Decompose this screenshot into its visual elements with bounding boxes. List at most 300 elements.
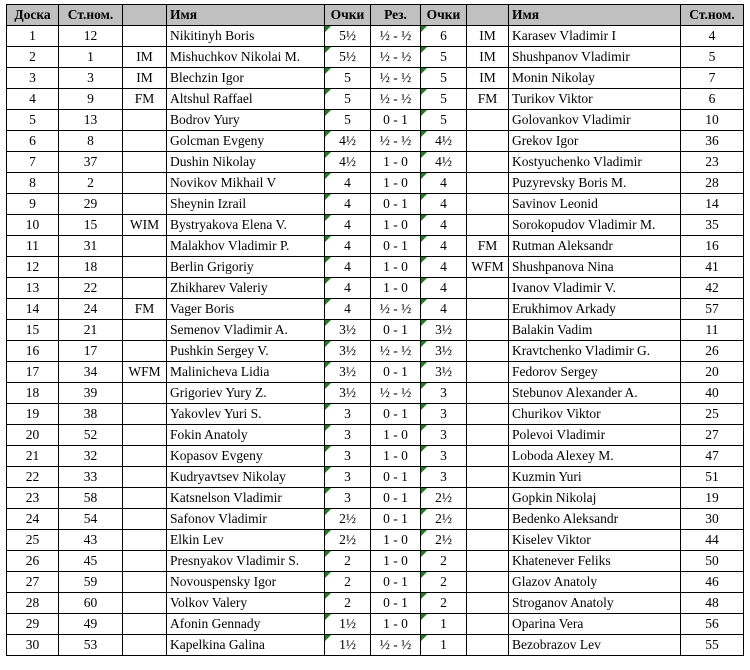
black-points: 6 <box>421 26 467 47</box>
game-result: 0 - 1 <box>371 593 421 614</box>
table-row <box>7 131 744 152</box>
white-player-name: Nikitinyh Boris <box>167 26 325 47</box>
black-points: 3½ <box>421 362 467 383</box>
pairings-table-container <box>6 4 744 656</box>
game-result: 1 - 0 <box>371 530 421 551</box>
game-result: 0 - 1 <box>371 572 421 593</box>
black-start-number: 25 <box>681 404 744 425</box>
black-player-name: Savinov Leonid <box>509 194 681 215</box>
board-number: 25 <box>7 530 59 551</box>
black-player-name: Monin Nikolay <box>509 68 681 89</box>
white-title <box>123 173 167 194</box>
white-player-name: Novikov Mikhail V <box>167 173 325 194</box>
white-points: 3 <box>325 467 371 488</box>
black-title: IM <box>467 68 509 89</box>
black-player-name: Shushpanov Vladimir <box>509 47 681 68</box>
white-title <box>123 278 167 299</box>
black-title <box>467 467 509 488</box>
white-points: 2½ <box>325 530 371 551</box>
game-result: ½ - ½ <box>371 131 421 152</box>
white-title <box>123 383 167 404</box>
black-points: 2 <box>421 593 467 614</box>
white-start-number: 60 <box>59 593 123 614</box>
game-result: 1 - 0 <box>371 152 421 173</box>
black-points: 4 <box>421 173 467 194</box>
white-player-name: Afonin Gennady <box>167 614 325 635</box>
white-title <box>123 320 167 341</box>
white-title <box>123 572 167 593</box>
white-start-number: 39 <box>59 383 123 404</box>
white-title <box>123 614 167 635</box>
white-points: 4½ <box>325 131 371 152</box>
black-start-number: 20 <box>681 362 744 383</box>
black-start-number: 48 <box>681 593 744 614</box>
white-points: 2 <box>325 593 371 614</box>
black-points: 3½ <box>421 341 467 362</box>
black-player-name: Rutman Aleksandr <box>509 236 681 257</box>
board-number: 22 <box>7 467 59 488</box>
black-start-number: 50 <box>681 551 744 572</box>
table-row <box>7 467 744 488</box>
board-number: 30 <box>7 635 59 656</box>
white-title <box>123 26 167 47</box>
white-player-name: Novouspensky Igor <box>167 572 325 593</box>
black-start-number: 28 <box>681 173 744 194</box>
white-points: 5 <box>325 89 371 110</box>
white-points: 3 <box>325 404 371 425</box>
black-points: 1 <box>421 614 467 635</box>
board-number: 9 <box>7 194 59 215</box>
black-title <box>467 131 509 152</box>
black-start-number: 5 <box>681 47 744 68</box>
white-player-name: Berlin Grigoriy <box>167 257 325 278</box>
black-start-number: 56 <box>681 614 744 635</box>
black-player-name: Golovankov Vladimir <box>509 110 681 131</box>
table-row <box>7 110 744 131</box>
black-player-name: Grekov Igor <box>509 131 681 152</box>
board-number: 15 <box>7 320 59 341</box>
white-title <box>123 152 167 173</box>
black-player-name: Churikov Viktor <box>509 404 681 425</box>
board-number: 13 <box>7 278 59 299</box>
black-points: 4 <box>421 236 467 257</box>
game-result: 1 - 0 <box>371 173 421 194</box>
board-number: 21 <box>7 446 59 467</box>
table-row <box>7 173 744 194</box>
game-result: 1 - 0 <box>371 278 421 299</box>
board-number: 10 <box>7 215 59 236</box>
white-points: 1½ <box>325 635 371 656</box>
game-result: 1 - 0 <box>371 425 421 446</box>
white-title <box>123 530 167 551</box>
black-title <box>467 488 509 509</box>
white-points: 3 <box>325 488 371 509</box>
board-number: 5 <box>7 110 59 131</box>
table-row <box>7 551 744 572</box>
black-title <box>467 110 509 131</box>
white-start-number: 34 <box>59 362 123 383</box>
game-result: ½ - ½ <box>371 68 421 89</box>
white-start-number: 33 <box>59 467 123 488</box>
white-title <box>123 635 167 656</box>
white-player-name: Dushin Nikolay <box>167 152 325 173</box>
black-player-name: Turikov Viktor <box>509 89 681 110</box>
white-start-number: 32 <box>59 446 123 467</box>
game-result: ½ - ½ <box>371 341 421 362</box>
white-start-number: 53 <box>59 635 123 656</box>
white-player-name: Grigoriev Yury Z. <box>167 383 325 404</box>
board-number: 3 <box>7 68 59 89</box>
black-title <box>467 362 509 383</box>
game-result: 0 - 1 <box>371 362 421 383</box>
white-start-number: 59 <box>59 572 123 593</box>
header-white-title <box>123 5 167 26</box>
board-number: 4 <box>7 89 59 110</box>
black-points: 2½ <box>421 488 467 509</box>
white-title <box>123 551 167 572</box>
table-row <box>7 194 744 215</box>
black-player-name: Shushpanova Nina <box>509 257 681 278</box>
table-row <box>7 89 744 110</box>
header-black-start-number: Ст.ном. <box>681 5 744 26</box>
black-title <box>467 446 509 467</box>
black-title <box>467 404 509 425</box>
header-black-points: Очки <box>421 5 467 26</box>
black-points: 3 <box>421 446 467 467</box>
black-player-name: Balakin Vadim <box>509 320 681 341</box>
black-start-number: 11 <box>681 320 744 341</box>
black-start-number: 51 <box>681 467 744 488</box>
game-result: 0 - 1 <box>371 194 421 215</box>
black-points: 2½ <box>421 530 467 551</box>
black-player-name: Kravtchenko Vladimir G. <box>509 341 681 362</box>
black-points: 4 <box>421 299 467 320</box>
black-start-number: 19 <box>681 488 744 509</box>
white-start-number: 43 <box>59 530 123 551</box>
board-number: 18 <box>7 383 59 404</box>
board-number: 14 <box>7 299 59 320</box>
game-result: ½ - ½ <box>371 299 421 320</box>
white-points: 4½ <box>325 152 371 173</box>
black-start-number: 57 <box>681 299 744 320</box>
white-points: 4 <box>325 257 371 278</box>
header-white-name: Имя <box>167 5 325 26</box>
black-start-number: 44 <box>681 530 744 551</box>
white-points: 5 <box>325 68 371 89</box>
black-points: 5 <box>421 110 467 131</box>
black-start-number: 23 <box>681 152 744 173</box>
white-player-name: Kopasov Evgeny <box>167 446 325 467</box>
white-start-number: 15 <box>59 215 123 236</box>
game-result: 1 - 0 <box>371 551 421 572</box>
black-title <box>467 173 509 194</box>
board-number: 20 <box>7 425 59 446</box>
game-result: 1 - 0 <box>371 215 421 236</box>
white-start-number: 29 <box>59 194 123 215</box>
header-board: Доска <box>7 5 59 26</box>
table-row <box>7 635 744 656</box>
board-number: 29 <box>7 614 59 635</box>
table-row <box>7 68 744 89</box>
black-points: 4 <box>421 194 467 215</box>
black-title: IM <box>467 47 509 68</box>
white-title <box>123 404 167 425</box>
black-start-number: 26 <box>681 341 744 362</box>
table-row <box>7 47 744 68</box>
white-title <box>123 236 167 257</box>
white-points: 3½ <box>325 383 371 404</box>
black-title <box>467 320 509 341</box>
board-number: 12 <box>7 257 59 278</box>
black-start-number: 46 <box>681 572 744 593</box>
white-player-name: Blechzin Igor <box>167 68 325 89</box>
white-start-number: 18 <box>59 257 123 278</box>
board-number: 26 <box>7 551 59 572</box>
board-number: 7 <box>7 152 59 173</box>
board-number: 28 <box>7 593 59 614</box>
white-points: 2½ <box>325 509 371 530</box>
white-title: WFM <box>123 362 167 383</box>
white-player-name: Pushkin Sergey V. <box>167 341 325 362</box>
board-number: 24 <box>7 509 59 530</box>
table-row <box>7 299 744 320</box>
white-points: 5½ <box>325 26 371 47</box>
white-start-number: 38 <box>59 404 123 425</box>
white-points: 5½ <box>325 47 371 68</box>
black-title <box>467 551 509 572</box>
white-start-number: 17 <box>59 341 123 362</box>
white-start-number: 24 <box>59 299 123 320</box>
table-row <box>7 278 744 299</box>
white-points: 4 <box>325 299 371 320</box>
white-title <box>123 593 167 614</box>
white-points: 4 <box>325 236 371 257</box>
black-start-number: 7 <box>681 68 744 89</box>
table-row <box>7 236 744 257</box>
white-title <box>123 341 167 362</box>
white-title <box>123 509 167 530</box>
white-title <box>123 488 167 509</box>
black-start-number: 42 <box>681 278 744 299</box>
white-title <box>123 131 167 152</box>
white-player-name: Golcman Evgeny <box>167 131 325 152</box>
black-title: IM <box>467 26 509 47</box>
white-player-name: Altshul Raffael <box>167 89 325 110</box>
black-player-name: Bedenko Aleksandr <box>509 509 681 530</box>
white-player-name: Presnyakov Vladimir S. <box>167 551 325 572</box>
game-result: 0 - 1 <box>371 509 421 530</box>
black-points: 4 <box>421 278 467 299</box>
white-start-number: 54 <box>59 509 123 530</box>
white-start-number: 8 <box>59 131 123 152</box>
black-points: 4 <box>421 215 467 236</box>
table-row <box>7 341 744 362</box>
black-start-number: 4 <box>681 26 744 47</box>
black-title <box>467 614 509 635</box>
black-title <box>467 299 509 320</box>
black-points: 4½ <box>421 131 467 152</box>
white-start-number: 3 <box>59 68 123 89</box>
header-black-title <box>467 5 509 26</box>
white-start-number: 13 <box>59 110 123 131</box>
black-title <box>467 593 509 614</box>
white-points: 4 <box>325 215 371 236</box>
black-start-number: 6 <box>681 89 744 110</box>
white-points: 3 <box>325 425 371 446</box>
black-start-number: 27 <box>681 425 744 446</box>
table-row <box>7 614 744 635</box>
black-title <box>467 341 509 362</box>
board-number: 16 <box>7 341 59 362</box>
white-player-name: Elkin Lev <box>167 530 325 551</box>
white-points: 4 <box>325 173 371 194</box>
table-row <box>7 425 744 446</box>
black-player-name: Karasev Vladimir I <box>509 26 681 47</box>
white-player-name: Mishuchkov Nikolai M. <box>167 47 325 68</box>
white-player-name: Sheynin Izrail <box>167 194 325 215</box>
board-number: 11 <box>7 236 59 257</box>
white-player-name: Semenov Vladimir A. <box>167 320 325 341</box>
black-player-name: Kiselev Viktor <box>509 530 681 551</box>
black-title <box>467 194 509 215</box>
black-player-name: Ivanov Vladimir V. <box>509 278 681 299</box>
game-result: ½ - ½ <box>371 635 421 656</box>
black-points: 2 <box>421 551 467 572</box>
white-points: 5 <box>325 110 371 131</box>
table-row <box>7 257 744 278</box>
white-title: FM <box>123 299 167 320</box>
table-row <box>7 362 744 383</box>
black-start-number: 30 <box>681 509 744 530</box>
white-player-name: Bodrov Yury <box>167 110 325 131</box>
white-points: 2 <box>325 572 371 593</box>
board-number: 1 <box>7 26 59 47</box>
white-points: 4 <box>325 194 371 215</box>
table-row <box>7 152 744 173</box>
game-result: 1 - 0 <box>371 614 421 635</box>
white-title <box>123 194 167 215</box>
white-player-name: Malinicheva Lidia <box>167 362 325 383</box>
game-result: ½ - ½ <box>371 47 421 68</box>
black-start-number: 40 <box>681 383 744 404</box>
black-player-name: Fedorov Sergey <box>509 362 681 383</box>
white-title <box>123 467 167 488</box>
white-start-number: 31 <box>59 236 123 257</box>
white-start-number: 37 <box>59 152 123 173</box>
black-player-name: Puzyrevsky Boris M. <box>509 173 681 194</box>
white-start-number: 22 <box>59 278 123 299</box>
white-title <box>123 425 167 446</box>
black-start-number: 47 <box>681 446 744 467</box>
black-points: 1 <box>421 635 467 656</box>
table-row <box>7 26 744 47</box>
black-points: 5 <box>421 68 467 89</box>
black-points: 5 <box>421 47 467 68</box>
table-row <box>7 593 744 614</box>
black-title <box>467 215 509 236</box>
black-start-number: 14 <box>681 194 744 215</box>
white-start-number: 12 <box>59 26 123 47</box>
black-player-name: Khatenever Feliks <box>509 551 681 572</box>
black-points: 5 <box>421 89 467 110</box>
white-start-number: 1 <box>59 47 123 68</box>
table-row <box>7 509 744 530</box>
table-row <box>7 446 744 467</box>
board-number: 8 <box>7 173 59 194</box>
black-points: 3 <box>421 383 467 404</box>
black-player-name: Oparina Vera <box>509 614 681 635</box>
black-player-name: Bezobrazov Lev <box>509 635 681 656</box>
black-title <box>467 635 509 656</box>
black-player-name: Kostyuchenko Vladimir <box>509 152 681 173</box>
table-row <box>7 572 744 593</box>
black-start-number: 10 <box>681 110 744 131</box>
white-points: 3 <box>325 446 371 467</box>
white-points: 1½ <box>325 614 371 635</box>
white-title <box>123 257 167 278</box>
white-title <box>123 110 167 131</box>
board-number: 17 <box>7 362 59 383</box>
white-title: IM <box>123 68 167 89</box>
board-number: 2 <box>7 47 59 68</box>
black-points: 3½ <box>421 320 467 341</box>
white-points: 3½ <box>325 362 371 383</box>
black-points: 3 <box>421 425 467 446</box>
black-title <box>467 530 509 551</box>
header-row <box>7 5 744 26</box>
black-points: 4½ <box>421 152 467 173</box>
white-player-name: Bystryakova Elena V. <box>167 215 325 236</box>
white-title: IM <box>123 47 167 68</box>
table-row <box>7 383 744 404</box>
white-start-number: 45 <box>59 551 123 572</box>
pairings-table <box>6 4 744 656</box>
black-points: 4 <box>421 257 467 278</box>
white-player-name: Volkov Valery <box>167 593 325 614</box>
header-white-start-number: Ст.ном. <box>59 5 123 26</box>
game-result: 0 - 1 <box>371 110 421 131</box>
white-title: FM <box>123 89 167 110</box>
white-points: 2 <box>325 551 371 572</box>
game-result: 0 - 1 <box>371 467 421 488</box>
white-points: 4 <box>325 278 371 299</box>
black-player-name: Gopkin Nikolaj <box>509 488 681 509</box>
black-title: FM <box>467 89 509 110</box>
black-start-number: 35 <box>681 215 744 236</box>
header-white-points: Очки <box>325 5 371 26</box>
black-player-name: Stebunov Alexander A. <box>509 383 681 404</box>
black-title <box>467 572 509 593</box>
white-player-name: Vager Boris <box>167 299 325 320</box>
white-start-number: 21 <box>59 320 123 341</box>
black-player-name: Glazov Anatoly <box>509 572 681 593</box>
white-start-number: 9 <box>59 89 123 110</box>
white-title <box>123 446 167 467</box>
black-title <box>467 425 509 446</box>
white-player-name: Kudryavtsev Nikolay <box>167 467 325 488</box>
black-title <box>467 152 509 173</box>
table-row <box>7 488 744 509</box>
game-result: ½ - ½ <box>371 89 421 110</box>
white-player-name: Yakovlev Yuri S. <box>167 404 325 425</box>
black-player-name: Sorokopudov Vladimir M. <box>509 215 681 236</box>
black-points: 3 <box>421 404 467 425</box>
white-player-name: Malakhov Vladimir P. <box>167 236 325 257</box>
black-start-number: 36 <box>681 131 744 152</box>
game-result: 0 - 1 <box>371 488 421 509</box>
header-result: Рез. <box>371 5 421 26</box>
black-title: WFM <box>467 257 509 278</box>
